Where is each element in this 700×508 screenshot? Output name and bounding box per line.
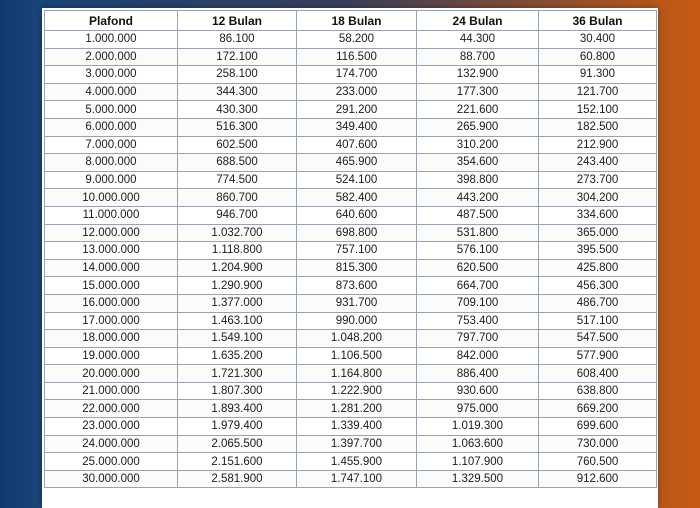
cell-24-bulan: 753.400	[417, 312, 539, 330]
cell-36-bulan: 577.900	[539, 347, 657, 365]
cell-plafond: 6.000.000	[45, 118, 178, 136]
cell-24-bulan: 531.800	[417, 224, 539, 242]
cell-36-bulan: 365.000	[539, 224, 657, 242]
cell-24-bulan: 797.700	[417, 330, 539, 348]
cell-plafond: 13.000.000	[45, 242, 178, 260]
cell-24-bulan: 221.600	[417, 101, 539, 119]
table-row	[45, 118, 657, 136]
cell-plafond: 7.000.000	[45, 136, 178, 154]
cell-36-bulan: 456.300	[539, 277, 657, 295]
cell-18-bulan: 233.000	[297, 83, 417, 101]
cell-24-bulan: 1.063.600	[417, 435, 539, 453]
cell-24-bulan: 709.100	[417, 294, 539, 312]
table-row	[45, 382, 657, 400]
cell-36-bulan: 152.100	[539, 101, 657, 119]
cell-12-bulan: 258.100	[178, 66, 297, 84]
cell-12-bulan: 344.300	[178, 83, 297, 101]
cell-12-bulan: 1.204.900	[178, 259, 297, 277]
cell-36-bulan: 638.800	[539, 382, 657, 400]
cell-36-bulan: 760.500	[539, 453, 657, 471]
cell-12-bulan: 2.065.500	[178, 435, 297, 453]
cell-plafond: 30.000.000	[45, 470, 178, 488]
cell-plafond: 8.000.000	[45, 154, 178, 172]
table-row	[45, 171, 657, 189]
header-plafond: Plafond	[45, 11, 178, 31]
cell-plafond: 19.000.000	[45, 347, 178, 365]
cell-18-bulan: 1.048.200	[297, 330, 417, 348]
cell-24-bulan: 975.000	[417, 400, 539, 418]
cell-plafond: 10.000.000	[45, 189, 178, 207]
table-row	[45, 189, 657, 207]
table-row	[45, 294, 657, 312]
cell-plafond: 18.000.000	[45, 330, 178, 348]
cell-18-bulan: 407.600	[297, 136, 417, 154]
cell-24-bulan: 886.400	[417, 365, 539, 383]
cell-36-bulan: 486.700	[539, 294, 657, 312]
cell-12-bulan: 1.635.200	[178, 347, 297, 365]
cell-24-bulan: 44.300	[417, 31, 539, 49]
header-24-bulan: 24 Bulan	[417, 11, 539, 31]
cell-plafond: 1.000.000	[45, 31, 178, 49]
cell-18-bulan: 757.100	[297, 242, 417, 260]
cell-plafond: 24.000.000	[45, 435, 178, 453]
cell-18-bulan: 1.397.700	[297, 435, 417, 453]
cell-36-bulan: 425.800	[539, 259, 657, 277]
cell-36-bulan: 30.400	[539, 31, 657, 49]
cell-12-bulan: 172.100	[178, 48, 297, 66]
table-row	[45, 470, 657, 488]
cell-plafond: 2.000.000	[45, 48, 178, 66]
table-row	[45, 277, 657, 295]
cell-24-bulan: 265.900	[417, 118, 539, 136]
cell-24-bulan: 930.600	[417, 382, 539, 400]
cell-24-bulan: 1.329.500	[417, 470, 539, 488]
cell-36-bulan: 608.400	[539, 365, 657, 383]
cell-24-bulan: 487.500	[417, 206, 539, 224]
cell-36-bulan: 669.200	[539, 400, 657, 418]
cell-24-bulan: 620.500	[417, 259, 539, 277]
table-row	[45, 312, 657, 330]
table-row	[45, 206, 657, 224]
table-row	[45, 330, 657, 348]
cell-18-bulan: 174.700	[297, 66, 417, 84]
cell-18-bulan: 1.164.800	[297, 365, 417, 383]
cell-24-bulan: 310.200	[417, 136, 539, 154]
table-row	[45, 48, 657, 66]
cell-36-bulan: 304.200	[539, 189, 657, 207]
cell-18-bulan: 815.300	[297, 259, 417, 277]
cell-12-bulan: 1.032.700	[178, 224, 297, 242]
table-row	[45, 347, 657, 365]
cell-18-bulan: 116.500	[297, 48, 417, 66]
table-row	[45, 400, 657, 418]
cell-18-bulan: 1.747.100	[297, 470, 417, 488]
cell-36-bulan: 91.300	[539, 66, 657, 84]
table-header-row	[45, 11, 657, 31]
cell-plafond: 4.000.000	[45, 83, 178, 101]
cell-plafond: 20.000.000	[45, 365, 178, 383]
cell-plafond: 16.000.000	[45, 294, 178, 312]
cell-12-bulan: 86.100	[178, 31, 297, 49]
cell-18-bulan: 931.700	[297, 294, 417, 312]
cell-12-bulan: 516.300	[178, 118, 297, 136]
cell-plafond: 9.000.000	[45, 171, 178, 189]
cell-18-bulan: 990.000	[297, 312, 417, 330]
table-row	[45, 365, 657, 383]
cell-36-bulan: 395.500	[539, 242, 657, 260]
cell-18-bulan: 1.339.400	[297, 418, 417, 436]
cell-12-bulan: 2.581.900	[178, 470, 297, 488]
cell-24-bulan: 88.700	[417, 48, 539, 66]
cell-18-bulan: 873.600	[297, 277, 417, 295]
cell-18-bulan: 1.281.200	[297, 400, 417, 418]
cell-plafond: 25.000.000	[45, 453, 178, 471]
table-row	[45, 154, 657, 172]
cell-12-bulan: 1.979.400	[178, 418, 297, 436]
cell-36-bulan: 243.400	[539, 154, 657, 172]
cell-plafond: 22.000.000	[45, 400, 178, 418]
table-row	[45, 83, 657, 101]
cell-12-bulan: 1.549.100	[178, 330, 297, 348]
cell-12-bulan: 1.893.400	[178, 400, 297, 418]
cell-plafond: 11.000.000	[45, 206, 178, 224]
cell-36-bulan: 912.600	[539, 470, 657, 488]
cell-plafond: 12.000.000	[45, 224, 178, 242]
cell-12-bulan: 602.500	[178, 136, 297, 154]
table-body	[45, 31, 657, 488]
table-row	[45, 66, 657, 84]
cell-12-bulan: 1.807.300	[178, 382, 297, 400]
cell-12-bulan: 1.463.100	[178, 312, 297, 330]
cell-plafond: 17.000.000	[45, 312, 178, 330]
cell-18-bulan: 1.455.900	[297, 453, 417, 471]
cell-18-bulan: 349.400	[297, 118, 417, 136]
cell-18-bulan: 291.200	[297, 101, 417, 119]
cell-12-bulan: 688.500	[178, 154, 297, 172]
cell-18-bulan: 640.600	[297, 206, 417, 224]
cell-12-bulan: 860.700	[178, 189, 297, 207]
cell-12-bulan: 946.700	[178, 206, 297, 224]
cell-plafond: 15.000.000	[45, 277, 178, 295]
cell-12-bulan: 2.151.600	[178, 453, 297, 471]
cell-36-bulan: 730.000	[539, 435, 657, 453]
cell-plafond: 21.000.000	[45, 382, 178, 400]
header-36-bulan: 36 Bulan	[539, 11, 657, 31]
table-row	[45, 31, 657, 49]
cell-18-bulan: 1.222.900	[297, 382, 417, 400]
cell-18-bulan: 1.106.500	[297, 347, 417, 365]
cell-12-bulan: 1.721.300	[178, 365, 297, 383]
cell-plafond: 3.000.000	[45, 66, 178, 84]
table-row	[45, 242, 657, 260]
cell-18-bulan: 582.400	[297, 189, 417, 207]
cell-24-bulan: 842.000	[417, 347, 539, 365]
cell-12-bulan: 1.118.800	[178, 242, 297, 260]
cell-24-bulan: 664.700	[417, 277, 539, 295]
cell-24-bulan: 1.019.300	[417, 418, 539, 436]
cell-24-bulan: 576.100	[417, 242, 539, 260]
table-row	[45, 418, 657, 436]
header-12-bulan: 12 Bulan	[178, 11, 297, 31]
cell-12-bulan: 430.300	[178, 101, 297, 119]
cell-36-bulan: 273.700	[539, 171, 657, 189]
installment-table	[44, 10, 657, 488]
cell-12-bulan: 1.377.000	[178, 294, 297, 312]
cell-18-bulan: 524.100	[297, 171, 417, 189]
table-sheet	[42, 8, 658, 508]
table-row	[45, 453, 657, 471]
cell-24-bulan: 398.800	[417, 171, 539, 189]
cell-18-bulan: 698.800	[297, 224, 417, 242]
table-row	[45, 435, 657, 453]
cell-18-bulan: 58.200	[297, 31, 417, 49]
cell-36-bulan: 212.900	[539, 136, 657, 154]
cell-12-bulan: 774.500	[178, 171, 297, 189]
cell-36-bulan: 182.500	[539, 118, 657, 136]
cell-24-bulan: 443.200	[417, 189, 539, 207]
cell-36-bulan: 60.800	[539, 48, 657, 66]
cell-plafond: 23.000.000	[45, 418, 178, 436]
cell-plafond: 14.000.000	[45, 259, 178, 277]
table-row	[45, 259, 657, 277]
header-18-bulan: 18 Bulan	[297, 11, 417, 31]
cell-plafond: 5.000.000	[45, 101, 178, 119]
cell-36-bulan: 121.700	[539, 83, 657, 101]
cell-18-bulan: 465.900	[297, 154, 417, 172]
cell-24-bulan: 1.107.900	[417, 453, 539, 471]
cell-24-bulan: 132.900	[417, 66, 539, 84]
table-row	[45, 136, 657, 154]
table-row	[45, 101, 657, 119]
table-row	[45, 224, 657, 242]
cell-36-bulan: 699.600	[539, 418, 657, 436]
cell-24-bulan: 354.600	[417, 154, 539, 172]
cell-24-bulan: 177.300	[417, 83, 539, 101]
cell-36-bulan: 547.500	[539, 330, 657, 348]
cell-12-bulan: 1.290.900	[178, 277, 297, 295]
cell-36-bulan: 517.100	[539, 312, 657, 330]
cell-36-bulan: 334.600	[539, 206, 657, 224]
